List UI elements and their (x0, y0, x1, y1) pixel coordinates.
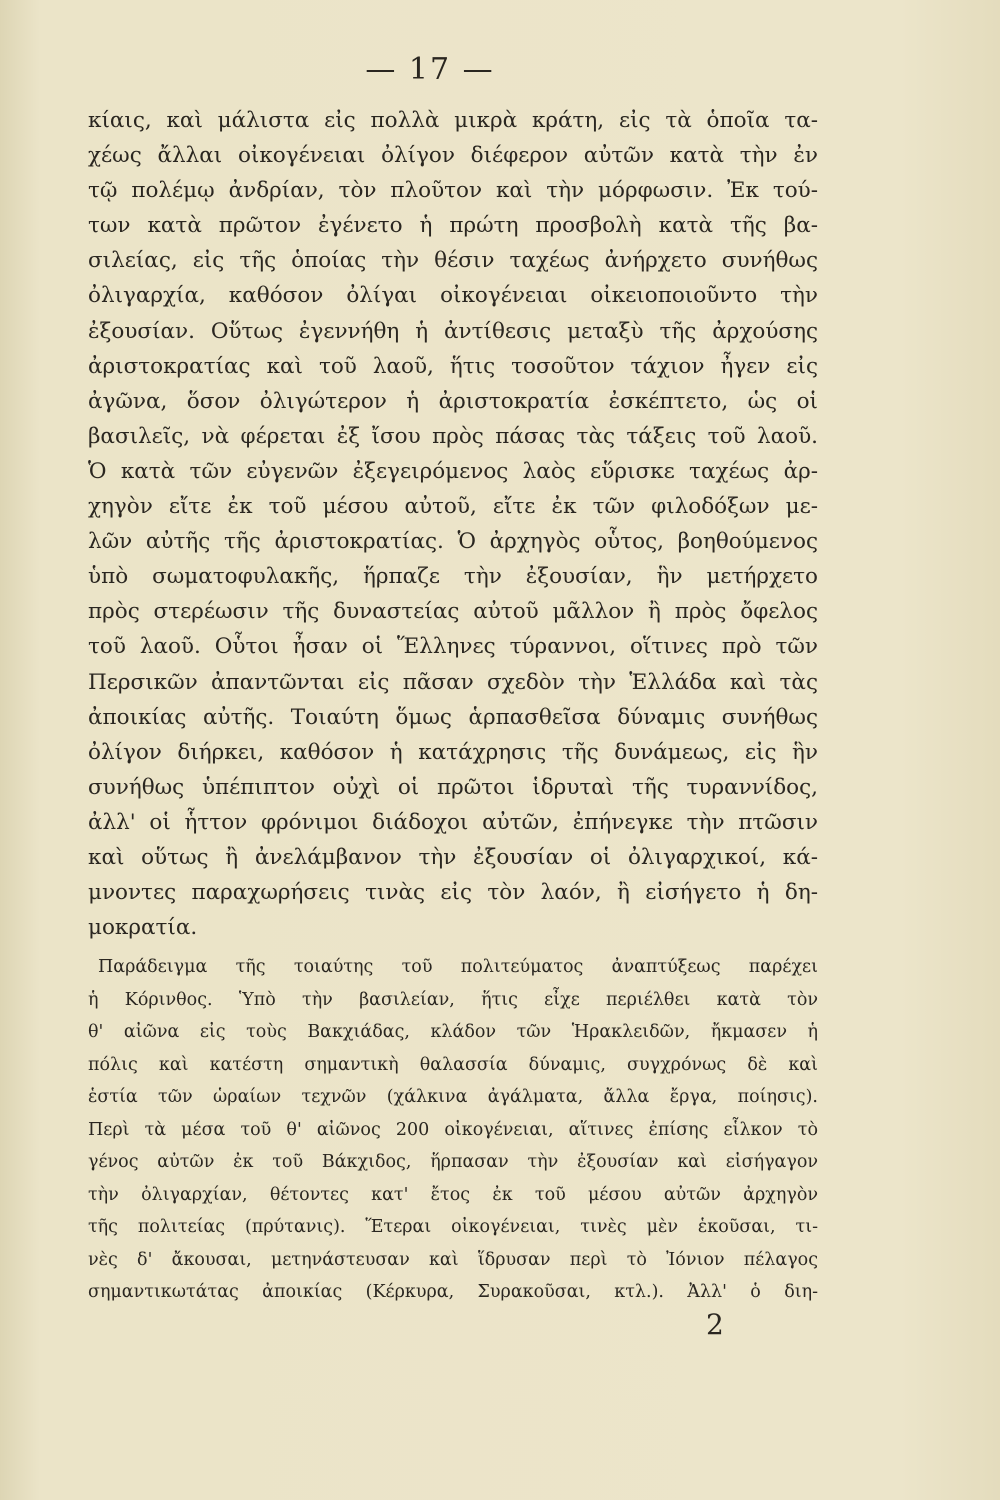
text-line: τῆς πολιτείας (πρύτανις). Ἕτεραι οἰκογένειαι, τινὲς μὲν ἑκοῦσαι, τι- (88, 1217, 818, 1238)
text-line: θ' αἰῶνα εἰς τοὺς Βακχιάδας, κλάδον τῶν Ἡρακλειδῶν, ἤκμασεν ἡ (88, 1022, 818, 1043)
text-line: μοκρατία. (88, 915, 198, 941)
text-line: Ὁ κατὰ τῶν εὐγενῶν ἐξεγειρόμενος λαὸς εὕρισκε ταχέως ἀρ- (88, 458, 818, 484)
text-line: ἀποικίας αὐτῆς. Τοιαύτη ὅμως ἁρπασθεῖσα δύναμις συνήθως (88, 704, 818, 730)
text-line: κίαις, καὶ μάλιστα εἰς πολλὰ μικρὰ κράτη, εἰς τὰ ὁποῖα τα- (88, 108, 818, 133)
text-line: ἀριστοκρατίας καὶ τοῦ λαοῦ, ἥτις τοσοῦτον τάχιον ἦγεν εἰς (88, 353, 818, 379)
text-line: ἀλλ' οἱ ἧττον φρόνιμοι διάδοχοι αὐτῶν, ἐπήνεγκε τὴν πτῶσιν (88, 809, 818, 835)
text-line: τοῦ λαοῦ. Οὗτοι ἦσαν οἱ Ἕλληνες τύραννοι, οἵτινες πρὸ τῶν (88, 634, 818, 660)
text-line: χέως ἄλλαι οἰκογένειαι ὀλίγον διέφερον αὐτῶν κατὰ τὴν ἐν (88, 143, 818, 169)
paragraph-2 (88, 951, 818, 1309)
text-line: τῷ πολέμῳ ἀνδρίαν, τὸν πλοῦτον καὶ τὴν μόρφωσιν. Ἐκ τού- (88, 178, 818, 204)
text-line: μνοντες παραχωρήσεις τινὰς εἰς τὸν λαόν, ἢ εἰσήγετο ἡ δη- (88, 880, 818, 906)
text-line: γένος αὐτῶν ἐκ τοῦ Βάκχιδος, ἥρπασαν τὴν ἐξουσίαν καὶ εἰσήγαγον (88, 1152, 818, 1173)
text-line: πόλις καὶ κατέστη σημαντικὴ θαλασσία δύναμις, συγχρόνως δὲ καὶ (88, 1054, 818, 1075)
text-line: συνήθως ὑπέπιπτον οὐχὶ οἱ πρῶτοι ἱδρυταὶ τῆς τυραννίδος, (88, 774, 818, 800)
text-line: σημαντικωτάτας ἀποικίας (Κέρκυρα, Συρακοῦσαι, κτλ.). Ἀλλ' ὁ διη- (88, 1282, 818, 1303)
text-line: Παράδειγμα τῆς τοιαύτης τοῦ πολιτεύματος ἀναπτύξεως παρέχει (98, 957, 818, 978)
text-line: ὀλίγον διήρκει, καθόσον ἡ κατάχρησις τῆς δυνάμεως, εἰς ἣν (88, 739, 818, 765)
body-text (88, 103, 818, 1309)
paragraph-1 (88, 103, 818, 945)
text-line: των κατὰ πρῶτον ἐγένετο ἡ πρώτη προσβολὴ κατὰ τῆς βα- (88, 213, 818, 239)
page-number: — 17 — (365, 52, 495, 87)
text-line: σιλείας, εἰς τῆς ὁποίας τὴν θέσιν ταχέως ἀνήρχετο συνήθως (88, 248, 818, 274)
text-line: ὑπὸ σωματοφυλακῆς, ἥρπαζε τὴν ἐξουσίαν, ἣν μετήρχετο (88, 564, 818, 590)
text-line: καὶ οὕτως ἢ ἀνελάμβανον τὴν ἐξουσίαν οἱ ὀλιγαρχικοί, κά- (88, 844, 818, 870)
text-line: λῶν αὐτῆς τῆς ἀριστοκρατίας. Ὁ ἀρχηγὸς οὗτος, βοηθούμενος (88, 529, 818, 555)
text-line: ἐξουσίαν. Οὕτως ἐγεννήθη ἡ ἀντίθεσις μεταξὺ τῆς ἀρχούσης (88, 318, 818, 344)
text-line: χηγὸν εἴτε ἐκ τοῦ μέσου αὐτοῦ, εἴτε ἐκ τῶν φιλοδόξων με- (88, 494, 818, 520)
text-line: πρὸς στερέωσιν τῆς δυναστείας αὐτοῦ μᾶλλον ἢ πρὸς ὄφελος (88, 599, 818, 625)
text-line: ἡ Κόρινθος. Ὑπὸ τὴν βασιλείαν, ἥτις εἶχε περιέλθει κατὰ τὸν (88, 989, 818, 1010)
text-line: ὀλιγαρχία, καθόσον ὀλίγαι οἰκογένειαι οἰκειοποιοῦντο τὴν (88, 283, 818, 309)
text-line: τὴν ὀλιγαρχίαν, θέτοντες κατ' ἔτος ἐκ τοῦ μέσου αὐτῶν ἀρχηγὸν (88, 1184, 818, 1205)
signature-mark: 2 (706, 1308, 724, 1341)
text-line: ἑστία τῶν ὡραίων τεχνῶν (χάλκινα ἀγάλματα, ἄλλα ἔργα, ποίησις). (88, 1087, 818, 1108)
text-line: βασιλεῖς, νὰ φέρεται ἐξ ἴσου πρὸς πάσας τὰς τάξεις τοῦ λαοῦ. (88, 423, 818, 449)
text-line: ἀγῶνα, ὅσον ὀλιγώτερον ἡ ἀριστοκρατία ἐσκέπτετο, ὡς οἱ (88, 388, 818, 414)
text-line: Περὶ τὰ μέσα τοῦ θ' αἰῶνος 200 οἰκογένειαι, αἵτινες ἐπίσης εἷλκον τὸ (88, 1119, 818, 1140)
text-line: νὲς δ' ἄκουσαι, μετηνάστευσαν καὶ ἵδρυσαν περὶ τὸ Ἰόνιον πέλαγος (88, 1249, 818, 1270)
text-line: Περσικῶν ἀπαντῶνται εἰς πᾶσαν σχεδὸν τὴν Ἑλλάδα καὶ τὰς (88, 669, 818, 695)
